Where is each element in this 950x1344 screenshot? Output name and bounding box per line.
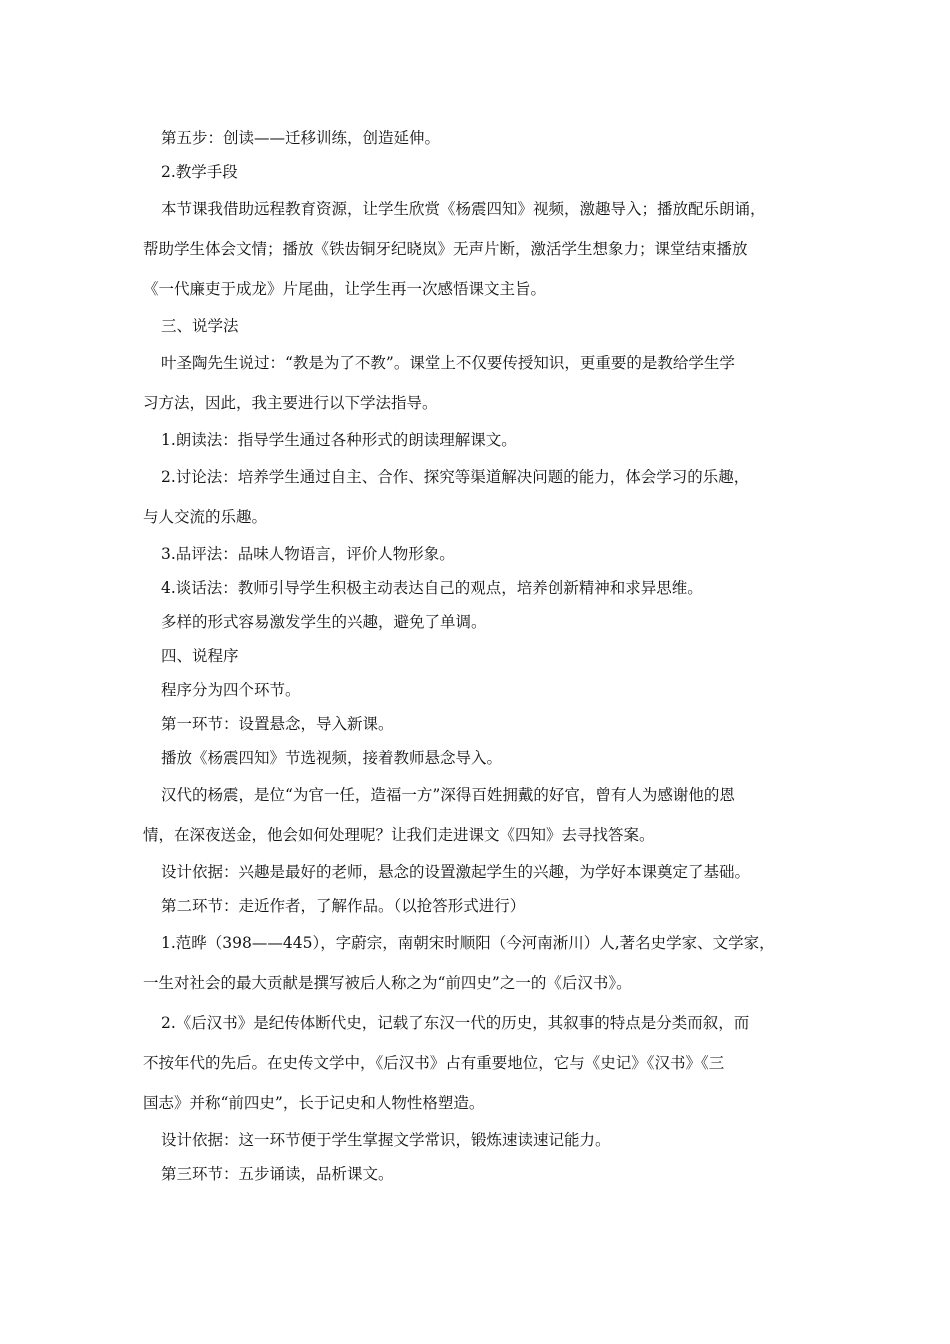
paragraph-line: 情，在深夜送金，他会如何处理呢？让我们走进课文《四知》去寻找答案。 bbox=[143, 826, 655, 844]
paragraph-multiline bbox=[143, 189, 808, 309]
paragraph-multiline bbox=[143, 775, 808, 855]
paragraph bbox=[143, 605, 808, 639]
paragraph-line: 4.谈话法：教师引导学生积极主动表达自己的观点，培养创新精神和求异思维。 bbox=[161, 579, 703, 597]
paragraph-line: 与人交流的乐趣。 bbox=[143, 508, 268, 526]
paragraph-line: 不按年代的先后。在史传文学中，《后汉书》占有重要地位，它与《史记》《汉书》《三 bbox=[143, 1054, 725, 1072]
paragraph-line: 叶圣陶先生说过：“教是为了不教”。课堂上不仅要传授知识，更重要的是教给学生学 bbox=[161, 354, 735, 372]
paragraph bbox=[143, 707, 808, 741]
paragraph bbox=[143, 155, 808, 189]
paragraph-line: 2.《后汉书》是纪传体断代史，记载了东汉一代的历史，其叙事的特点是分类而叙，而 bbox=[161, 1014, 750, 1032]
paragraph bbox=[143, 855, 808, 889]
paragraph-line: 四、说程序 bbox=[161, 647, 239, 665]
paragraph-line: 多样的形式容易激发学生的兴趣，避免了单调。 bbox=[161, 613, 487, 631]
paragraph-line: 帮助学生体会文情；播放《铁齿铜牙纪晓岚》无声片断，激活学生想象力；课堂结束播放 bbox=[143, 240, 748, 258]
document-body bbox=[143, 121, 808, 1191]
paragraph bbox=[143, 889, 808, 923]
paragraph bbox=[143, 741, 808, 775]
paragraph-line: 2.讨论法：培养学生通过自主、合作、探究等渠道解决问题的能力，体会学习的乐趣， bbox=[161, 468, 750, 486]
paragraph-line: 本节课我借助远程教育资源，让学生欣赏《杨震四知》视频，激趣导入；播放配乐朗诵， bbox=[161, 200, 766, 218]
paragraph-line: 1.朗读法：指导学生通过各种形式的朗读理解课文。 bbox=[161, 431, 517, 449]
paragraph bbox=[143, 639, 808, 673]
paragraph-multiline bbox=[143, 923, 808, 1003]
paragraph bbox=[143, 309, 808, 343]
paragraph-line: 1.范晔（398——445），字蔚宗，南朝宋时顺阳（今河南淅川）人,著名史学家、文学家， bbox=[161, 934, 775, 952]
paragraph-line: 程序分为四个环节。 bbox=[161, 681, 301, 699]
paragraph bbox=[143, 1123, 808, 1157]
paragraph-line: 习方法，因此，我主要进行以下学法指导。 bbox=[143, 394, 438, 412]
paragraph-line: 一生对社会的最大贡献是撰写被后人称之为“前四史”之一的《后汉书》。 bbox=[143, 974, 632, 992]
paragraph-line: 国志》并称“前四史”，长于记史和人物性格塑造。 bbox=[143, 1094, 485, 1112]
paragraph-line: 设计依据：兴趣是最好的老师，悬念的设置激起学生的兴趣，为学好本课奠定了基础。 bbox=[161, 863, 751, 881]
paragraph-multiline bbox=[143, 1003, 808, 1123]
paragraph-line: 3.品评法：品味人物语言，评价人物形象。 bbox=[161, 545, 455, 563]
paragraph-multiline bbox=[143, 343, 808, 423]
paragraph-line: 第五步：创读——迁移训练，创造延伸。 bbox=[161, 129, 441, 147]
paragraph bbox=[143, 537, 808, 571]
paragraph-line: 汉代的杨震，是位“为官一任，造福一方”深得百姓拥戴的好官，曾有人为感谢他的恩 bbox=[161, 786, 735, 804]
paragraph-line: 第一环节：设置悬念，导入新课。 bbox=[161, 715, 394, 733]
paragraph-line: 三、说学法 bbox=[161, 317, 239, 335]
paragraph-line: 设计依据：这一环节便于学生掌握文学常识，锻炼速读速记能力。 bbox=[161, 1131, 611, 1149]
paragraph-line: 播放《杨震四知》节选视频，接着教师悬念导入。 bbox=[161, 749, 503, 767]
paragraph bbox=[143, 121, 808, 155]
paragraph bbox=[143, 673, 808, 707]
paragraph bbox=[143, 1157, 808, 1191]
paragraph-line: 第二环节：走近作者，了解作品。（以抢答形式进行） bbox=[161, 897, 526, 915]
paragraph-line: 第三环节：五步诵读，品析课文。 bbox=[161, 1165, 394, 1183]
paragraph bbox=[143, 423, 808, 457]
paragraph bbox=[143, 571, 808, 605]
paragraph-line: 《一代廉吏于成龙》片尾曲，让学生再一次感悟课文主旨。 bbox=[143, 280, 547, 298]
paragraph-multiline bbox=[143, 457, 808, 537]
paragraph-line: 2.教学手段 bbox=[161, 163, 238, 181]
